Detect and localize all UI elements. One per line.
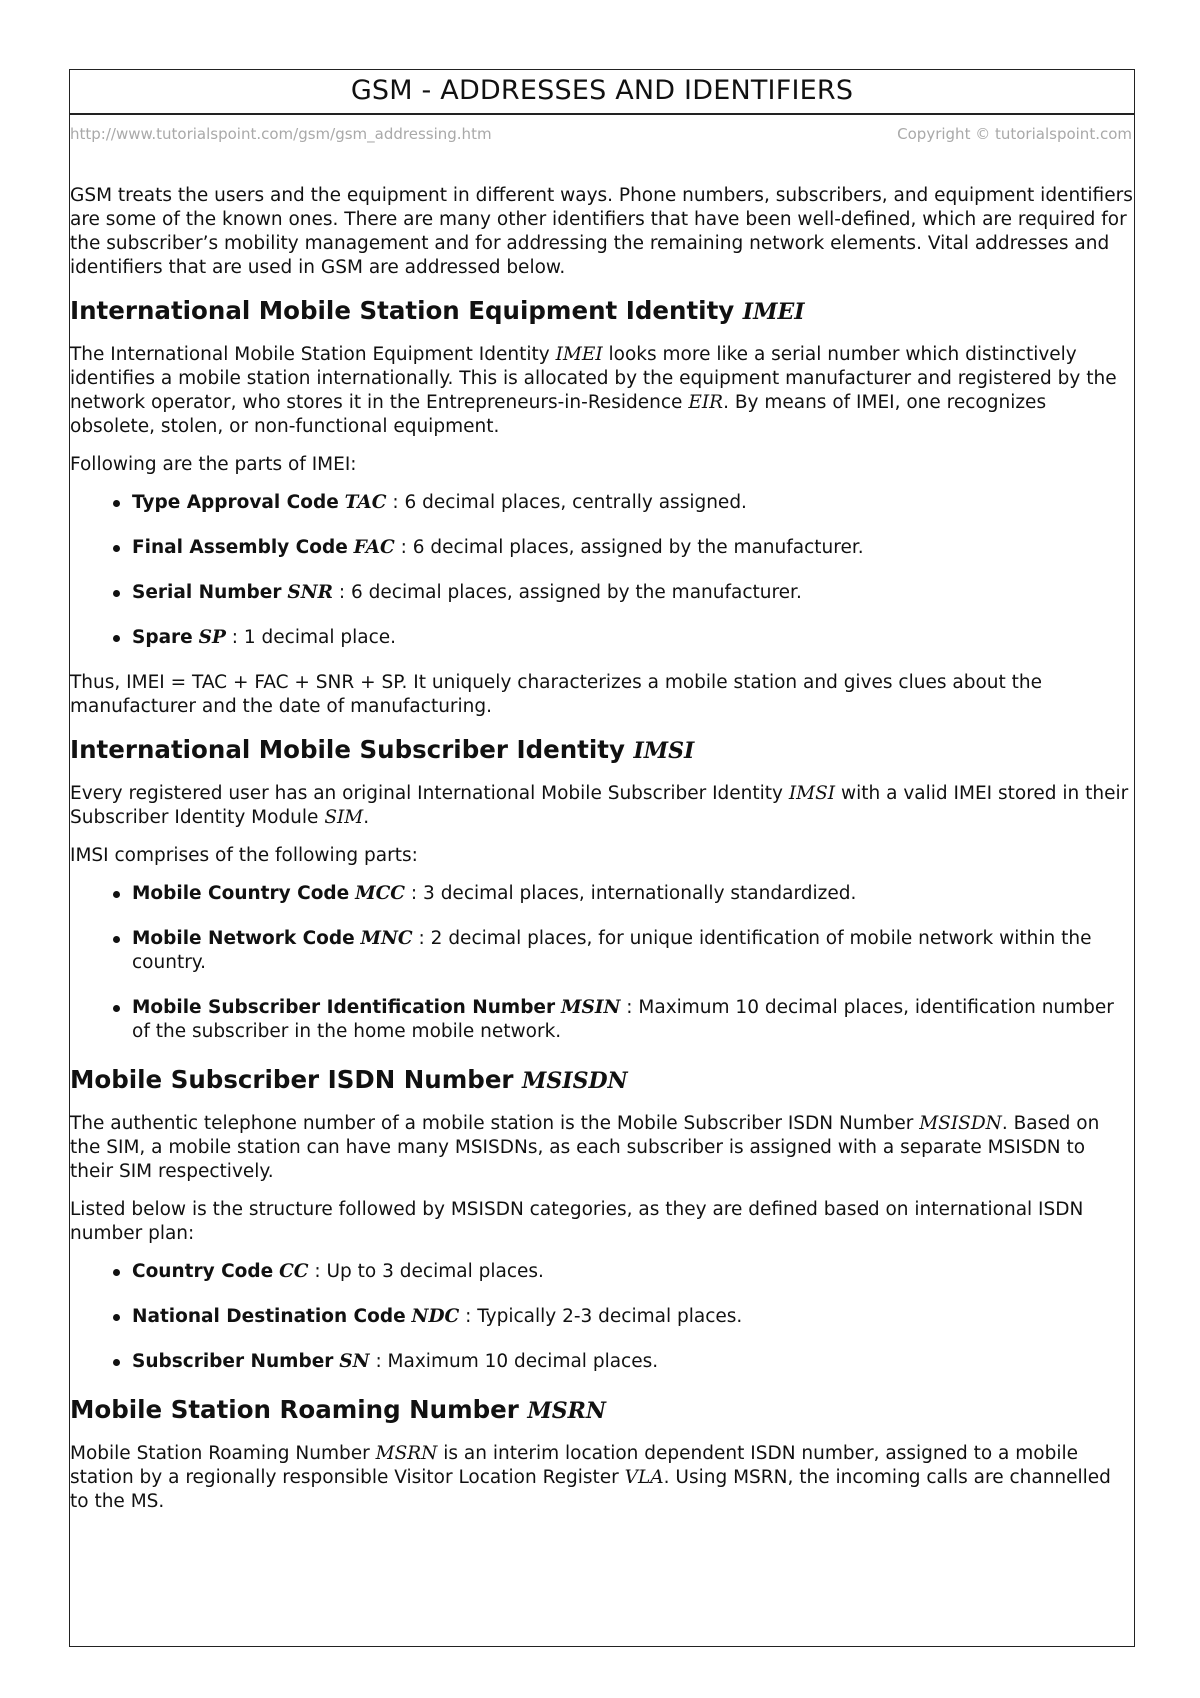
imsi-heading bbox=[70, 735, 1133, 766]
msisdn-parts-intro: Listed below is the structure followed by MSISDN categories, as they are defined based on international ISDN number plan: bbox=[70, 1199, 1084, 1244]
list-item bbox=[132, 626, 1133, 650]
eir-abbr: EIR bbox=[688, 392, 724, 413]
copyright-notice: Copyright © tutorialspoint.com bbox=[897, 125, 1132, 143]
list-item bbox=[132, 996, 1133, 1044]
msisdn-text-a: The authentic telephone number of a mobile station is the Mobile Subscriber ISDN Number bbox=[70, 1113, 914, 1134]
list-item-abbr: SN bbox=[339, 1351, 370, 1372]
list-item bbox=[132, 491, 1133, 515]
list-item bbox=[132, 536, 1133, 560]
list-item-term: Spare bbox=[132, 627, 193, 648]
msisdn-abbr: MSISDN bbox=[919, 1113, 1002, 1134]
list-item bbox=[132, 927, 1133, 975]
imei-parts-list bbox=[70, 491, 1133, 650]
list-item bbox=[132, 581, 1133, 605]
imsi-heading-text: International Mobile Subscriber Identity bbox=[70, 735, 625, 764]
msisdn-paragraph bbox=[70, 1112, 1133, 1184]
imsi-text-a: Every registered user has an original International Mobile Subscriber Identity bbox=[70, 783, 783, 804]
msrn-paragraph bbox=[70, 1442, 1133, 1514]
intro-paragraph: GSM treats the users and the equipment in different ways. Phone numbers, subscribers, and equipment identifiers are some of the known ones. There are many other identifiers that have been well-defined, which are required for the subscriber’s mobility management and for addressing the remaining network elements. Vital addresses and identifiers that are used in GSM are addressed below. bbox=[70, 185, 1133, 278]
sim-abbr: SIM bbox=[324, 807, 364, 828]
imsi-text-b: with a valid IMEI stored in their Subscriber Identity Module bbox=[70, 783, 1129, 828]
source-url[interactable]: http://www.tutorialspoint.com/gsm/gsm_addressing.htm bbox=[70, 125, 492, 143]
imei-abbr: IMEI bbox=[555, 344, 603, 365]
imsi-parts-list bbox=[70, 882, 1133, 1044]
imei-text-b: looks more like a serial number which distinctively identifies a mobile station internationally. This is allocated by the equipment manufacturer and registered by the network operator, who stores it in the Entrepreneurs-in-Residence bbox=[70, 344, 1117, 413]
list-item-desc: : Maximum 10 decimal places. bbox=[369, 1351, 659, 1372]
list-item-term: Serial Number bbox=[132, 582, 282, 603]
meta-row bbox=[70, 115, 1134, 155]
imsi-abbr: IMSI bbox=[788, 783, 836, 804]
list-item-term: Mobile Subscriber Identification Number bbox=[132, 997, 556, 1018]
list-item-abbr: SNR bbox=[287, 582, 333, 603]
msrn-heading-text: Mobile Station Roaming Number bbox=[70, 1395, 519, 1424]
imei-heading-text: International Mobile Station Equipment Identity bbox=[70, 296, 735, 325]
list-item-term: Final Assembly Code bbox=[132, 537, 348, 558]
list-item-desc: : 2 decimal places, for unique identification of mobile network within the country. bbox=[132, 928, 1092, 973]
list-item-desc: : Maximum 10 decimal places, identification number of the subscriber in the home mobile network. bbox=[132, 997, 1114, 1042]
imei-summary: Thus, IMEI = TAC + FAC + SNR + SP. It uniquely characterizes a mobile station and gives clues about the manufacturer and the date of manufacturing. bbox=[70, 672, 1042, 717]
list-item-desc: : 6 decimal places, centrally assigned. bbox=[386, 492, 747, 513]
list-item bbox=[132, 1305, 1133, 1329]
list-item-abbr: CC bbox=[279, 1261, 309, 1282]
msisdn-heading-text: Mobile Subscriber ISDN Number bbox=[70, 1065, 514, 1094]
list-item-abbr: MCC bbox=[355, 883, 406, 904]
list-item-desc: : 6 decimal places, assigned by the manufacturer. bbox=[333, 582, 802, 603]
page-title: GSM - ADDRESSES AND IDENTIFIERS bbox=[70, 70, 1134, 115]
list-item-desc: : 3 decimal places, internationally standardized. bbox=[405, 883, 857, 904]
msrn-abbr: MSRN bbox=[375, 1443, 438, 1464]
imsi-text-c: . bbox=[363, 807, 370, 828]
list-item-term: Country Code bbox=[132, 1261, 274, 1282]
msrn-text-b: is an interim location dependent ISDN number, assigned to a mobile station by a regionally responsible Visitor Location Register bbox=[70, 1443, 1079, 1488]
msisdn-heading-abbr: MSISDN bbox=[522, 1068, 628, 1094]
list-item-abbr: MSIN bbox=[561, 997, 621, 1018]
list-item-abbr: MNC bbox=[360, 928, 413, 949]
imei-text-a: The International Mobile Station Equipment Identity bbox=[70, 344, 550, 365]
list-item-term: Subscriber Number bbox=[132, 1351, 334, 1372]
imei-paragraph bbox=[70, 343, 1133, 439]
imei-parts-intro: Following are the parts of IMEI: bbox=[70, 454, 357, 475]
imei-text-c: . By means of IMEI, one recognizes obsolete, stolen, or non-functional equipment. bbox=[70, 392, 1047, 437]
list-item-abbr: TAC bbox=[344, 492, 387, 513]
imsi-parts-intro: IMSI comprises of the following parts: bbox=[70, 845, 418, 866]
list-item-term: Type Approval Code bbox=[132, 492, 339, 513]
list-item-abbr: FAC bbox=[353, 537, 395, 558]
list-item bbox=[132, 882, 1133, 906]
msrn-heading-abbr: MSRN bbox=[527, 1398, 607, 1424]
vla-abbr: VLA bbox=[624, 1467, 664, 1488]
msisdn-heading bbox=[70, 1065, 1133, 1096]
msrn-text-c: . Using MSRN, the incoming calls are channelled to the MS. bbox=[70, 1467, 1111, 1512]
imei-heading bbox=[70, 296, 1133, 327]
article-content bbox=[70, 155, 1134, 1514]
msrn-heading bbox=[70, 1395, 1133, 1426]
imsi-heading-abbr: IMSI bbox=[633, 738, 695, 764]
list-item-abbr: NDC bbox=[411, 1306, 460, 1327]
list-item bbox=[132, 1350, 1133, 1374]
msisdn-text-b: . Based on the SIM, a mobile station can have many MSISDNs, as each subscriber is assigned with a separate MSISDN to their SIM respectively. bbox=[70, 1113, 1100, 1182]
msrn-text-a: Mobile Station Roaming Number bbox=[70, 1443, 370, 1464]
list-item-term: Mobile Country Code bbox=[132, 883, 350, 904]
page-frame bbox=[69, 69, 1135, 1647]
list-item-desc: : Up to 3 decimal places. bbox=[308, 1261, 544, 1282]
list-item-abbr: SP bbox=[198, 627, 226, 648]
imei-heading-abbr: IMEI bbox=[742, 299, 805, 325]
list-item-term: National Destination Code bbox=[132, 1306, 406, 1327]
list-item-desc: : 6 decimal places, assigned by the manufacturer. bbox=[394, 537, 864, 558]
list-item bbox=[132, 1260, 1133, 1284]
msisdn-parts-list bbox=[70, 1260, 1133, 1374]
list-item-term: Mobile Network Code bbox=[132, 928, 355, 949]
imsi-paragraph bbox=[70, 782, 1133, 830]
list-item-desc: : 1 decimal place. bbox=[225, 627, 397, 648]
list-item-desc: : Typically 2-3 decimal places. bbox=[459, 1306, 743, 1327]
